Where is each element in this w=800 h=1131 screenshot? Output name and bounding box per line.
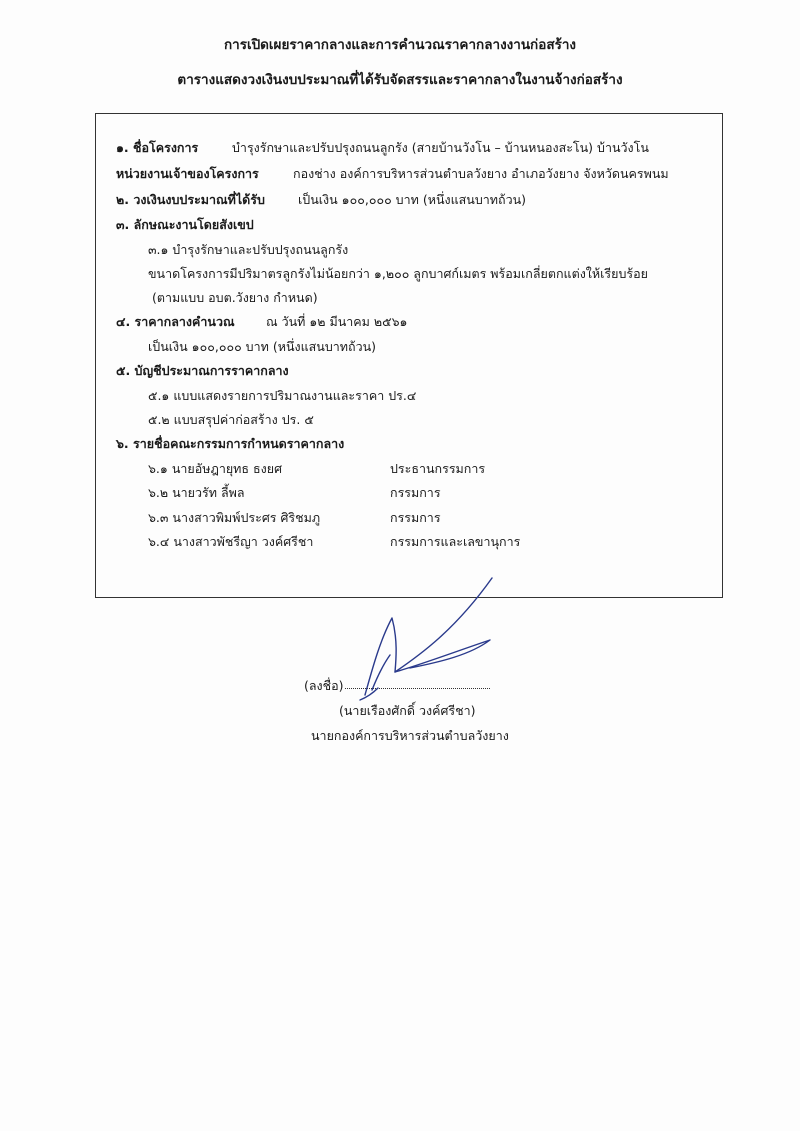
budget-value: เป็นเงิน ๑๐๐,๐๐๐ บาท (หนึ่งแสนบาทถ้วน) — [298, 192, 527, 207]
estimate-item-1: ๕.๑ แบบแสดงรายการปริมาณงานและราคา ปร.๔ — [148, 388, 417, 403]
committee-member-name: ๖.๔ นางสาวพัชรีญา วงค์ศรีชา — [148, 534, 314, 549]
document-subtitle: ตารางแสดงวงเงินงบประมาณที่ได้รับจัดสรรและราคากลางในงานจ้างก่อสร้าง — [177, 72, 623, 88]
scope-item-1: ๓.๑ บำรุงรักษาและปรับปรุงถนนลูกรัง — [148, 242, 349, 257]
sign-label: (ลงชื่อ) — [304, 678, 344, 693]
scope-note: (ตามแบบ อบต.วังยาง กำหนด) — [152, 290, 318, 305]
committee-label: ๖. รายชื่อคณะกรรมการกำหนดราคากลาง — [116, 436, 345, 451]
owner-label: หน่วยงานเจ้าของโครงการ — [116, 166, 259, 181]
budget-label: ๒. วงเงินงบประมาณที่ได้รับ — [116, 192, 265, 207]
signature-line — [345, 688, 490, 689]
committee-member-name: ๖.๑ นายอัษฎายุทธ ธงยศ — [148, 461, 283, 476]
median-price-value: เป็นเงิน ๑๐๐,๐๐๐ บาท (หนึ่งแสนบาทถ้วน) — [148, 339, 377, 354]
estimate-label: ๕. บัญชีประมาณการราคากลาง — [116, 363, 289, 378]
signer-name: (นายเรืองศักดิ์ วงค์ศรีชา) — [339, 703, 476, 718]
committee-member-role: กรรมการ — [390, 510, 441, 525]
committee-member-role: กรรมการและเลขานุการ — [390, 534, 521, 549]
project-name-label: ๑. ชื่อโครงการ — [116, 140, 199, 155]
project-name-value: บำรุงรักษาและปรับปรุงถนนลูกรัง (สายบ้านวังโน – บ้านหนองสะโน) บ้านวังโน — [232, 140, 649, 155]
scope-description: ขนาดโครงการมีปริมาตรลูกรังไม่น้อยกว่า ๑,๒๐๐ ลูกบาศก์เมตร พร้อมเกลี่ยตกแต่งให้เรียบร้อย — [148, 266, 648, 281]
estimate-item-2: ๕.๒ แบบสรุปค่าก่อสร้าง ปร. ๕ — [148, 412, 314, 427]
median-price-label: ๔. ราคากลางคำนวณ — [116, 314, 235, 329]
project-info-box — [95, 113, 723, 598]
committee-member-name: ๖.๓ นางสาวพิมพ์ประศร ศิริชมภู — [148, 510, 321, 525]
committee-member-name: ๖.๒ นายวรัท ลี้พล — [148, 485, 245, 500]
scope-label: ๓. ลักษณะงานโดยสังเขป — [116, 217, 254, 232]
committee-member-role: ประธานกรรมการ — [390, 461, 486, 476]
owner-value: กองช่าง องค์การบริหารส่วนตำบลวังยาง อำเภอวังยาง จังหวัดนครพนม — [293, 166, 669, 181]
committee-member-role: กรรมการ — [390, 485, 441, 500]
document-title: การเปิดเผยราคากลางและการคำนวณราคากลางงานก่อสร้าง — [223, 37, 577, 53]
median-price-date: ณ วันที่ ๑๒ มีนาคม ๒๕๖๑ — [266, 314, 408, 329]
signer-title: นายกองค์การบริหารส่วนตำบลวังยาง — [311, 728, 509, 743]
